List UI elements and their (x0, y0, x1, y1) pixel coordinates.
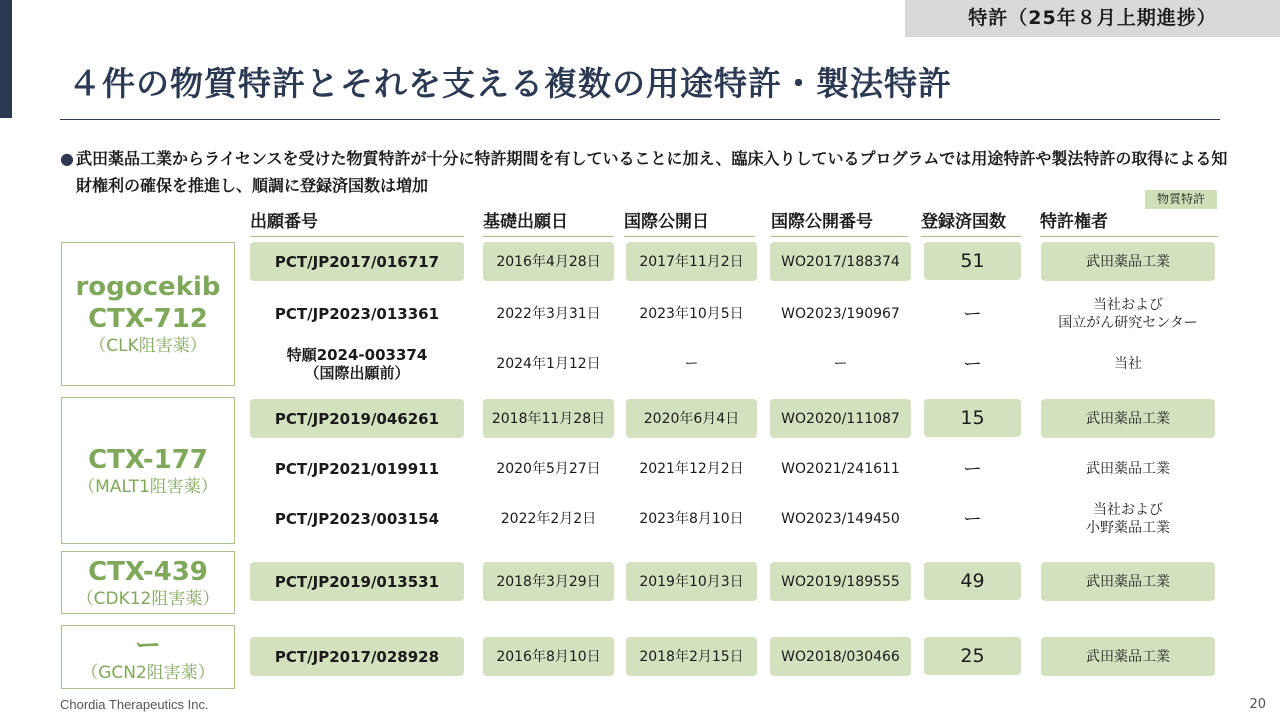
cell-base-date: 2018年11月28日 (483, 399, 614, 438)
cell-holder: 武田薬品工業 (1041, 637, 1215, 676)
drug-class: （MALT1阻害薬） (78, 476, 218, 497)
cell-pub-number: WO2019/189555 (770, 562, 911, 601)
drug-code: CTX-439 (88, 556, 208, 587)
cell-registered-count: ー (962, 457, 982, 480)
cell-application-number: PCT/JP2017/016717 (250, 242, 464, 281)
drug-class: （GCN2阻害薬） (81, 663, 215, 683)
cell-registered-count: 25 (924, 637, 1021, 675)
cell-holder: 当社および 国立がん研究センター (1058, 296, 1198, 331)
drug-box-ctx177 (61, 397, 235, 544)
cell-pub-number: WO2018/030466 (770, 637, 911, 676)
cell-base-date: 2024年1月12日 (496, 355, 601, 372)
cell-registered-count: 51 (924, 242, 1021, 280)
drug-box-ctx439 (61, 551, 235, 614)
cell-application-number: PCT/JP2023/003154 (274, 509, 440, 528)
cell-pub-date: 2017年11月2日 (626, 242, 757, 281)
cell-registered-count: ー (962, 352, 982, 375)
cell-registered-count: 15 (924, 399, 1021, 437)
cell-pub-number: WO2021/241611 (781, 460, 900, 477)
drug-box-gcn2 (61, 625, 235, 689)
cell-holder: 武田薬品工業 (1086, 460, 1170, 477)
drug-code: ー (134, 631, 161, 661)
cell-registered-count: ー (962, 302, 982, 325)
drug-class: （CDK12阻害薬） (76, 588, 220, 609)
cell-pub-number: WO2023/149450 (781, 510, 900, 527)
col-head-pub-number: 国際公開番号 (771, 210, 908, 237)
cell-pub-date: 2023年8月10日 (639, 510, 744, 527)
legend-substance-patent: 物質特許 (1145, 190, 1217, 209)
bullet-dot-icon: ● (60, 149, 74, 168)
title-divider (60, 119, 1220, 120)
cell-application-number: PCT/JP2019/013531 (250, 562, 464, 601)
drug-code: CTX-177 (88, 444, 208, 475)
cell-base-date: 2020年5月27日 (496, 460, 601, 477)
col-head-application: 出願番号 (250, 210, 464, 237)
cell-holder: 当社および 小野薬品工業 (1086, 501, 1170, 536)
drug-code: CTX-712 (88, 304, 208, 334)
cell-registered-count: ー (962, 507, 982, 530)
cell-pub-number: WO2023/190967 (781, 305, 900, 322)
drug-box-ctx712 (61, 242, 235, 386)
cell-holder: 当社 (1114, 355, 1142, 372)
cell-base-date: 2022年3月31日 (496, 305, 601, 322)
cell-application-number: 特願2024-003374 （国際出願前） (286, 345, 428, 382)
col-head-registered-count: 登録済国数 (921, 210, 1021, 237)
accent-bar (0, 0, 12, 118)
cell-pub-date: 2019年10月3日 (626, 562, 757, 601)
page-title: ４件の物質特許とそれを支える複数の用途特許・製法特許 (68, 64, 952, 103)
cell-base-date: 2022年2月2日 (500, 510, 597, 527)
cell-holder: 武田薬品工業 (1041, 562, 1215, 601)
cell-pub-date: ー (684, 355, 699, 372)
drug-name-alias: rogocekib (75, 272, 221, 302)
cell-application-number: PCT/JP2017/028928 (250, 637, 464, 676)
cell-holder: 武田薬品工業 (1041, 242, 1215, 281)
col-head-pub-date: 国際公開日 (624, 210, 755, 237)
col-head-holder: 特許権者 (1040, 210, 1218, 237)
cell-pub-date: 2023年10月5日 (639, 305, 744, 322)
footer-company: Chordia Therapeutics Inc. (60, 697, 209, 712)
cell-base-date: 2016年8月10日 (483, 637, 614, 676)
section-tag: 特許（25年８月上期進捗） (905, 0, 1280, 37)
cell-pub-date: 2020年6月4日 (626, 399, 757, 438)
summary-text: 武田薬品工業からライセンスを受けた物質特許が十分に特許期間を有していることに加え、臨床入りしているプログラムでは用途特許や製法特許の取得による知財権利の確保を推進し、順調に登録済国数は増加 (76, 149, 1228, 195)
page-number: 20 (1249, 697, 1266, 712)
cell-application-number: PCT/JP2021/019911 (274, 459, 440, 478)
cell-application-number: PCT/JP2023/013361 (274, 304, 440, 323)
cell-pub-number: WO2017/188374 (770, 242, 911, 281)
summary-bullet (60, 145, 1230, 199)
col-head-base-date: 基礎出願日 (483, 210, 614, 237)
cell-base-date: 2018年3月29日 (483, 562, 614, 601)
cell-pub-date: 2018年2月15日 (626, 637, 757, 676)
cell-registered-count: 49 (924, 562, 1021, 600)
cell-application-number: PCT/JP2019/046261 (250, 399, 464, 438)
cell-base-date: 2016年4月28日 (483, 242, 614, 281)
cell-pub-number: ー (833, 355, 848, 372)
cell-pub-number: WO2020/111087 (770, 399, 911, 438)
cell-holder: 武田薬品工業 (1041, 399, 1215, 438)
drug-class: （CLK阻害薬） (89, 336, 207, 356)
cell-pub-date: 2021年12月2日 (639, 460, 744, 477)
